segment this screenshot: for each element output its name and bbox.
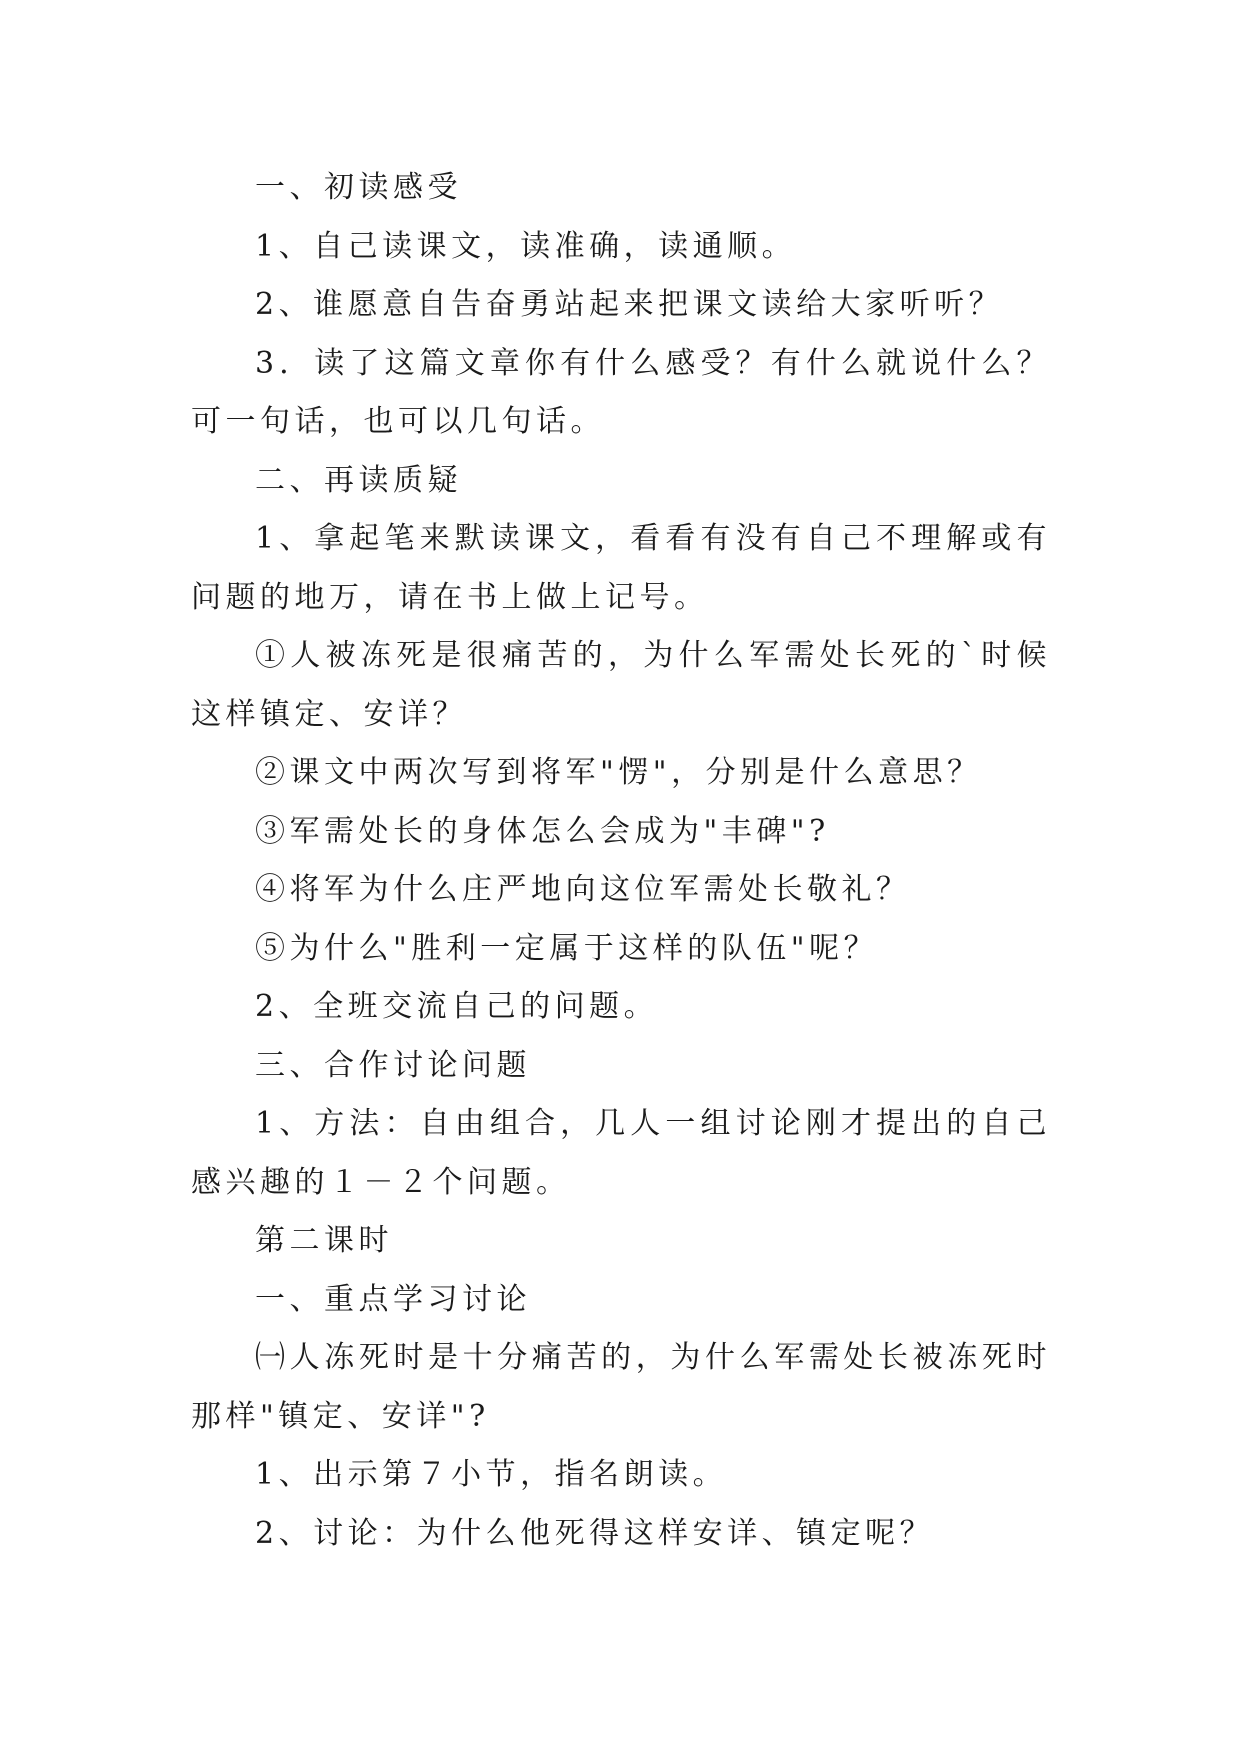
lesson-heading-second-period: 第二课时 (255, 1223, 393, 1258)
paragraph: 2、讨论：为什么他死得这样安详、镇定呢？ (255, 1515, 935, 1551)
section-heading-first-reading: 一、初读感受 (255, 170, 462, 205)
subsection-heading: ㈠人冻死时是十分痛苦的，为什么军需处长被冻死时那样"镇定、安详"? (191, 1340, 1051, 1434)
section-heading-key-discussion: 一、重点学习讨论 (255, 1281, 531, 1317)
question-item: ③军需处长的身体怎么会成为"丰碑"? (255, 813, 830, 849)
section-heading-group-discussion: 三、合作讨论问题 (255, 1047, 531, 1083)
paragraph: 2、全班交流自己的问题。 (255, 989, 659, 1024)
section-heading-reread-questions: 二、再读质疑 (255, 462, 462, 498)
question-item: ⑤为什么"胜利一定属于这样的队伍"呢？ (255, 930, 879, 966)
document-body (191, 159, 1051, 1563)
paragraph: 3．读了这篇文章你有什么感受？有什么就说什么？可一句话，也可以几句话。 (191, 345, 1051, 439)
question-item: ①人被冻死是很痛苦的，为什么军需处长死的`时候这样镇定、安详？ (191, 638, 1051, 732)
paragraph: 1、方法：自由组合，几人一组讨论刚才提出的自己感兴趣的１－２个问题。 (191, 1106, 1051, 1200)
paragraph: 1、自己读课文，读准确，读通顺。 (255, 228, 797, 264)
paragraph: 1、拿起笔来默读课文，看看有没有自己不理解或有问题的地万，请在书上做上记号。 (191, 521, 1051, 615)
paragraph: 2、谁愿意自告奋勇站起来把课文读给大家听听？ (255, 287, 1004, 322)
paragraph: 1、出示第７小节，指名朗读。 (255, 1457, 728, 1492)
question-item: ②课文中两次写到将军"愣"，分别是什么意思？ (255, 755, 982, 790)
question-item: ④将军为什么庄严地向这位军需处长敬礼？ (255, 872, 911, 907)
